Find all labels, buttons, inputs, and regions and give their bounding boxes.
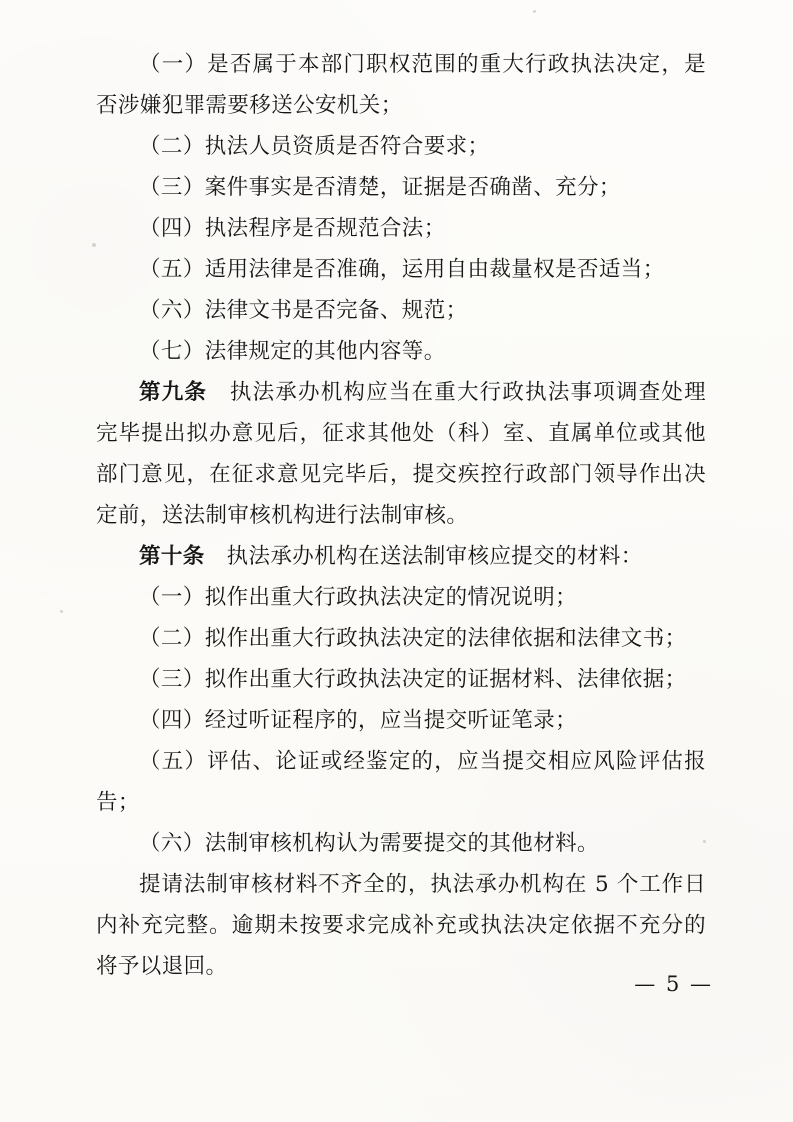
article-nine <box>96 372 706 536</box>
paper-speck <box>533 10 536 13</box>
article-ten-text: 执法承办机构在送法制审核应提交的材料： <box>204 544 643 569</box>
list-item: （四）经过听证程序的，应当提交听证笔录； <box>139 708 578 733</box>
list-item: （三）案件事实是否清楚，证据是否确凿、充分； <box>139 175 621 200</box>
list-item: （二）执法人员资质是否符合要求； <box>139 134 490 159</box>
list-item: （六）法律文书是否完备、规范； <box>139 298 468 323</box>
list-item: （一）拟作出重大行政执法决定的情况说明； <box>139 585 578 610</box>
list-item: （三）拟作出重大行政执法决定的证据材料、法律依据； <box>139 667 687 692</box>
list-item: （五）评估、论证或经鉴定的，应当提交相应风险评估报告； <box>96 749 706 815</box>
list-item: （五）适用法律是否准确，运用自由裁量权是否适当； <box>139 257 665 282</box>
list-item: （六）法制审核机构认为需要提交的其他材料。 <box>139 831 599 856</box>
document-body <box>96 44 706 987</box>
list-item: （七）法律规定的其他内容等。 <box>139 339 446 364</box>
list-item: （二）拟作出重大行政执法决定的法律依据和法律文书； <box>139 626 687 651</box>
page-number: — 5 — <box>634 972 713 996</box>
article-ten-label: 第十条 <box>139 544 205 569</box>
article-nine-label: 第九条 <box>139 380 208 405</box>
list-item: （一）是否属于本部门职权范围的重大行政执法决定，是否涉嫌犯罪需要移送公安机关； <box>96 52 706 118</box>
paper-speck <box>60 610 63 613</box>
list-item: （四）执法程序是否规范合法； <box>139 216 446 241</box>
article-nine-text: 执法承办机构应当在重大行政执法事项调查处理完毕提出拟办意见后，征求其他处（科）室、直属单位或其他部门意见，在征求意见完毕后，提交疾控行政部门领导作出决定前，送法制审核机构进行法制审核。 <box>96 380 706 528</box>
article-ten <box>96 536 706 577</box>
closing-paragraph: 提请法制审核材料不齐全的，执法承办机构在 5 个工作日内补充完整。逾期未按要求完成补充或执法决定依据不充分的将予以退回。 <box>96 872 706 979</box>
